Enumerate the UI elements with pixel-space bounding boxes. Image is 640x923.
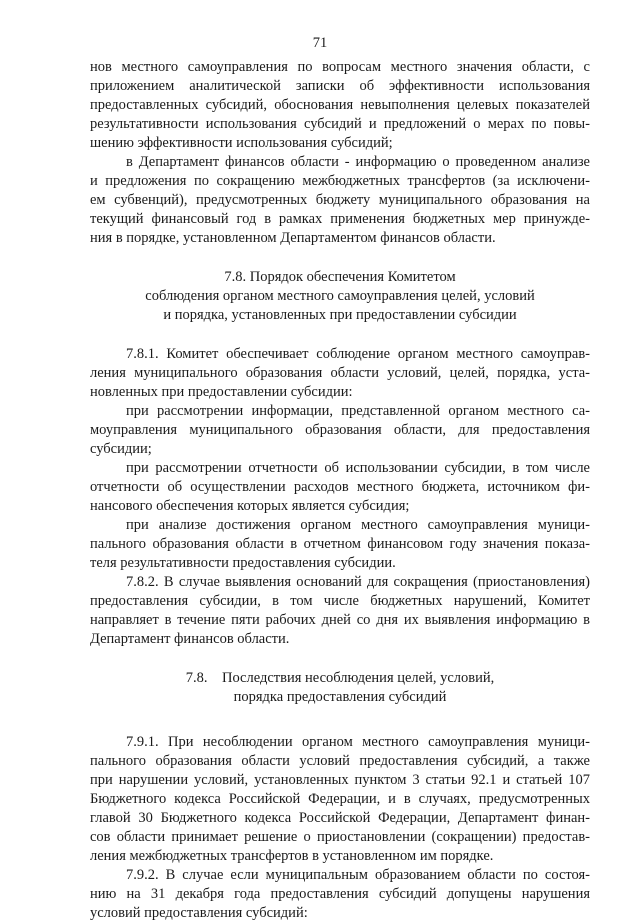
paragraph-finance-department <box>90 153 590 248</box>
text-line: предоставленных субсидий, обоснования невыполнения целевых показателей <box>90 97 590 113</box>
text-line: ния в порядке, установленном Департаментом финансов области. <box>90 230 496 246</box>
text-line: направляет в течение пяти рабочих дней со дня их выявления информацию в <box>90 612 590 628</box>
text-line: Бюджетного кодекса Российской Федерации, и в случаях, предусмотренных <box>90 791 590 807</box>
text-line: теля результативности предоставления субсидии. <box>90 555 396 571</box>
text-line: и предложения по сокращению межбюджетных трансфертов (за исключени- <box>90 173 590 189</box>
text-line: текущий финансовый год в рамках применения бюджетных мер принужде- <box>90 211 590 227</box>
paragraph-7-8-1-item-a <box>90 402 590 459</box>
paragraph-7-8-2 <box>90 573 590 649</box>
text-line: 7.9.1. При несоблюдении органом местного самоуправления муници- <box>126 734 590 750</box>
paragraph-7-8-1-item-b <box>90 459 590 516</box>
text-line: сов области принимает решение о приостановлении (сокращении) предостав- <box>90 829 590 845</box>
text-line: шению эффективности использования субсидий; <box>90 135 393 151</box>
document-body <box>90 58 590 923</box>
page-number: 71 <box>312 35 328 51</box>
text-line: результативности использования субсидий и предложений о мерах по повы- <box>90 116 590 132</box>
paragraph-intro-continuation <box>90 58 590 153</box>
text-line: приложением аналитической записки об эффективности использования <box>90 78 590 94</box>
text-line: нию на 31 декабря года предоставления субсидий допущены нарушения <box>90 886 590 902</box>
text-line: субсидии; <box>90 441 152 457</box>
text-line: предоставления субсидии, в том числе бюджетных нарушений, Комитет <box>90 593 590 609</box>
section-heading-7-9 <box>90 669 590 707</box>
text-line: при рассмотрении информации, представленной органом местного са- <box>126 403 590 419</box>
text-line: при нарушении условий, установленных пунктом 3 статьи 92.1 и статьей 107 <box>90 772 590 788</box>
paragraph-7-8-1 <box>90 345 590 402</box>
text-line: нансового обеспечения которых является субсидия; <box>90 498 410 514</box>
text-line: 7.8.1. Комитет обеспечивает соблюдение органом местного самоуправ- <box>126 346 590 362</box>
heading-line: 7.8. Порядок обеспечения Комитетом <box>224 269 456 285</box>
text-line: 7.8.2. В случае выявления оснований для сокращения (приостановления) <box>126 574 590 590</box>
text-line: отчетности об осуществлении расходов местного бюджета, источником фи- <box>90 479 590 495</box>
paragraph-7-9-1 <box>90 733 590 866</box>
text-line: условий предоставления субсидий: <box>90 905 308 921</box>
text-line: 7.9.2. В случае если муниципальным образованием области по состоя- <box>126 867 590 883</box>
text-line: при анализе достижения органом местного самоуправления муници- <box>126 517 590 533</box>
section-heading-7-8 <box>90 268 590 325</box>
text-line: при рассмотрении отчетности об использовании субсидии, в том числе <box>126 460 590 476</box>
text-line: моуправления муниципального образования области, для предоставления <box>90 422 590 438</box>
text-line: нов местного самоуправления по вопросам местного значения области, с <box>90 59 590 75</box>
text-line: новленных при предоставлении субсидии: <box>90 384 353 400</box>
heading-line: 7.8. Последствия несоблюдения целей, условий, <box>185 670 495 686</box>
heading-line: и порядка, установленных при предоставлении субсидии <box>163 307 517 323</box>
text-line: пального образования области условий предоставления субсидий, а также <box>90 753 590 769</box>
heading-line: соблюдения органом местного самоуправления целей, условий <box>145 288 535 304</box>
text-line: Департамент финансов области. <box>90 631 290 647</box>
text-line: главой 30 Бюджетного кодекса Российской Федерации, Департамент финан- <box>90 810 590 826</box>
paragraph-7-8-1-item-c <box>90 516 590 573</box>
text-line: ем субвенций), предусмотренных бюджету муниципального образования на <box>90 192 590 208</box>
text-line: пального образования области в отчетном финансовом году значения показа- <box>90 536 590 552</box>
text-line: ления межбюджетных трансфертов в установленном им порядке. <box>90 848 494 864</box>
text-line: в Департамент финансов области - информацию о проведенном анализе <box>126 154 590 170</box>
heading-line: порядка предоставления субсидий <box>233 689 447 705</box>
paragraph-7-9-2 <box>90 866 590 923</box>
text-line: ления муниципального образования области условий, целей, порядка, уста- <box>90 365 590 381</box>
